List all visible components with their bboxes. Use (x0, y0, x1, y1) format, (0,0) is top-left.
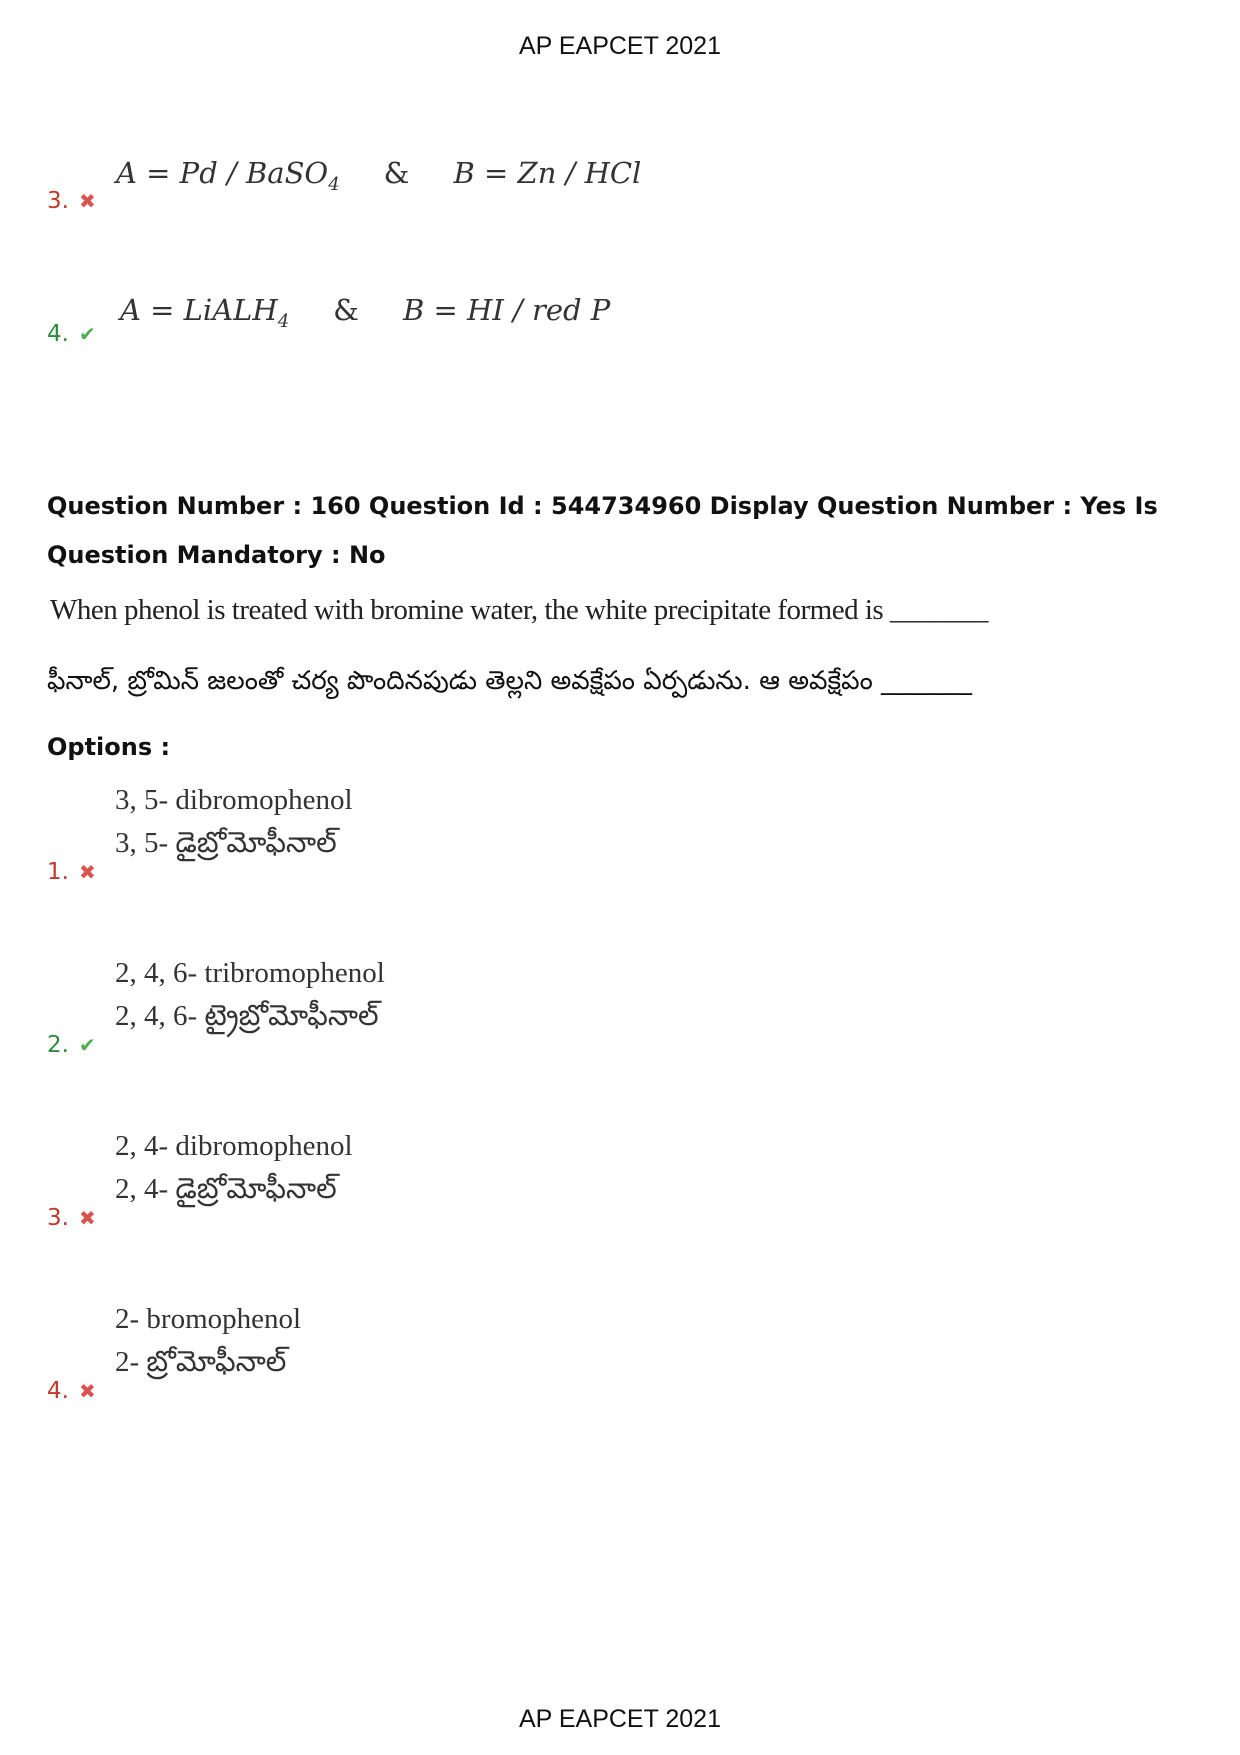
prev-option-4-a: A = LiALH (120, 293, 278, 327)
prev-option-4-a-subscript: 4 (277, 310, 290, 332)
option-3-marker (47, 1207, 96, 1230)
options-label: Options : (47, 733, 171, 761)
prev-option-3-a-subscript: 4 (328, 173, 340, 195)
checkmark-icon: ✔ (78, 322, 96, 346)
option-1-number: 1. (47, 859, 69, 885)
page-footer: AP EAPCET 2021 (519, 1705, 721, 1733)
cross-icon: ✖ (78, 189, 96, 213)
checkmark-icon: ✔ (78, 1033, 96, 1057)
prev-option-3-ampersand: & (383, 156, 410, 190)
cross-icon: ✖ (78, 1379, 96, 1403)
option-2-number: 2. (47, 1032, 69, 1058)
option-1-marker (47, 861, 96, 884)
prev-option-4-number: 4. (47, 321, 69, 347)
prev-option-3-marker (47, 190, 96, 213)
prev-option-3-number: 3. (47, 188, 69, 214)
prev-option-4-b: B = HI / red P (402, 293, 611, 327)
cross-icon: ✖ (78, 1206, 96, 1230)
prev-option-3-b: B = Zn / HCl (453, 156, 642, 190)
prev-option-3-formula (116, 156, 641, 195)
prev-option-4-formula (120, 293, 610, 332)
option-3-telugu: 2, 4- డైబ్రోమోఫీనాల్ (115, 1173, 337, 1205)
option-4-marker (47, 1380, 96, 1403)
option-2-english: 2, 4, 6- tribromophenol (115, 957, 385, 989)
option-4-number: 4. (47, 1378, 69, 1404)
option-4-telugu: 2- బ్రోమోఫీనాల్ (115, 1346, 287, 1378)
prev-option-4-marker (47, 323, 96, 346)
cross-icon: ✖ (78, 860, 96, 884)
option-1-english: 3, 5- dibromophenol (115, 784, 353, 816)
option-2-marker (47, 1034, 96, 1057)
prev-option-4-ampersand: & (333, 293, 359, 327)
prev-option-3-a: A = Pd / BaSO (116, 156, 329, 190)
option-2-telugu: 2, 4, 6- ట్రైబ్రోమోఫీనాల్ (115, 1000, 379, 1032)
option-3-english: 2, 4- dibromophenol (115, 1130, 353, 1162)
option-4-english: 2- bromophenol (115, 1303, 302, 1335)
question-text-telugu: ఫీనాల్, బ్రోమిన్ జలంతో చర్య పొందినపుడు తెల్లని అవక్షేపం ఏర్పడును. ఆ అవక్షేపం _______ (47, 666, 973, 696)
option-1-telugu: 3, 5- డైబ్రోమోఫీనాల్ (115, 827, 337, 859)
page-header: AP EAPCET 2021 (519, 32, 721, 60)
question-meta: Question Number : 160 Question Id : 544734960 Display Question Number : Yes Is Question Mandatory : No (47, 492, 1158, 569)
question-text-english: When phenol is treated with bromine water, the white precipitate formed is _______ (50, 594, 988, 626)
option-3-number: 3. (47, 1205, 69, 1231)
